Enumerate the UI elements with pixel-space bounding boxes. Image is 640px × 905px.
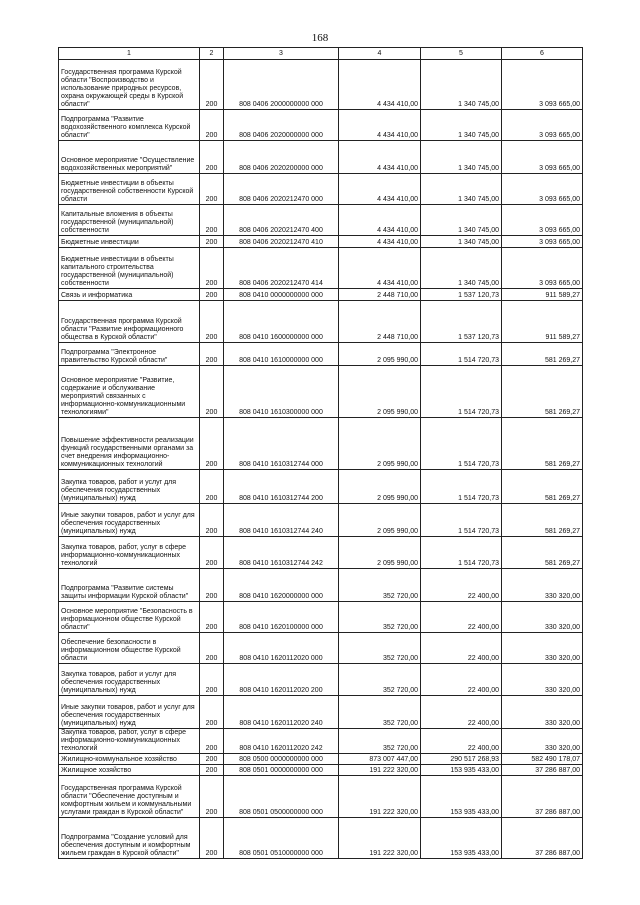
table-header-row (59, 48, 583, 60)
row-kbk: 808 0406 2020212470 400 (224, 205, 339, 236)
row-value-col5: 1 537 120,73 (421, 289, 502, 301)
row-code: 200 (200, 110, 224, 141)
row-kbk: 808 0410 1620112020 240 (224, 696, 339, 729)
row-code: 200 (200, 602, 224, 633)
table-row (59, 141, 583, 174)
row-code: 200 (200, 765, 224, 776)
row-name: Закупка товаров, работ, услуг в сфере информационно-коммуникационных технологий (59, 729, 200, 754)
row-code: 200 (200, 569, 224, 602)
column-header: 5 (421, 48, 502, 60)
row-code: 200 (200, 366, 224, 418)
table-row (59, 60, 583, 110)
row-code: 200 (200, 754, 224, 765)
table-row (59, 537, 583, 569)
table-row (59, 110, 583, 141)
row-value-col5: 1 514 720,73 (421, 418, 502, 470)
row-value-col4: 352 720,00 (339, 602, 421, 633)
row-value-col4: 2 095 990,00 (339, 418, 421, 470)
row-kbk: 808 0410 1610300000 000 (224, 366, 339, 418)
row-value-col4: 352 720,00 (339, 696, 421, 729)
row-value-col5: 153 935 433,00 (421, 818, 502, 859)
row-kbk: 808 0410 1610000000 000 (224, 343, 339, 366)
row-name: Подпрограмма "Электронное правительство Курской области" (59, 343, 200, 366)
row-name: Закупка товаров, работ и услуг для обеспечения государственных (муниципальных) нужд (59, 664, 200, 696)
column-header: 6 (502, 48, 583, 60)
row-value-col5: 1 537 120,73 (421, 301, 502, 343)
row-kbk: 808 0406 2020000000 000 (224, 110, 339, 141)
column-header: 2 (200, 48, 224, 60)
row-kbk: 808 0410 1610312744 240 (224, 504, 339, 537)
table-row (59, 818, 583, 859)
row-code: 200 (200, 537, 224, 569)
row-code: 200 (200, 343, 224, 366)
row-code: 200 (200, 504, 224, 537)
row-value-col5: 1 340 745,00 (421, 174, 502, 205)
row-value-col4: 2 448 710,00 (339, 301, 421, 343)
row-value-col6: 582 490 178,07 (502, 754, 583, 765)
row-value-col6: 330 320,00 (502, 664, 583, 696)
row-name: Иные закупки товаров, работ и услуг для обеспечения государственных (муниципальных) нужд (59, 504, 200, 537)
table-row (59, 301, 583, 343)
row-value-col5: 1 340 745,00 (421, 110, 502, 141)
row-name: Основное мероприятие "Осуществление водохозяйственных мероприятий" (59, 141, 200, 174)
row-value-col6: 3 093 665,00 (502, 110, 583, 141)
row-value-col4: 191 222 320,00 (339, 765, 421, 776)
row-code: 200 (200, 818, 224, 859)
row-value-col5: 22 400,00 (421, 664, 502, 696)
row-value-col5: 22 400,00 (421, 633, 502, 664)
row-value-col5: 153 935 433,00 (421, 776, 502, 818)
row-value-col4: 4 434 410,00 (339, 110, 421, 141)
row-code: 200 (200, 248, 224, 289)
table-body (59, 60, 583, 859)
row-value-col5: 22 400,00 (421, 696, 502, 729)
table-row (59, 174, 583, 205)
row-kbk: 808 0410 1620112020 000 (224, 633, 339, 664)
table-row (59, 729, 583, 754)
row-name: Государственная программа Курской области "Обеспечение доступным и комфортным жильем и коммунальными услугами граждан в Курской области" (59, 776, 200, 818)
table-row (59, 569, 583, 602)
row-kbk: 808 0500 0000000000 000 (224, 754, 339, 765)
column-header: 3 (224, 48, 339, 60)
row-name: Подпрограмма "Развитие системы защиты информации Курской области" (59, 569, 200, 602)
table-row (59, 343, 583, 366)
row-value-col4: 352 720,00 (339, 664, 421, 696)
table-row (59, 418, 583, 470)
row-value-col6: 581 269,27 (502, 504, 583, 537)
row-value-col4: 4 434 410,00 (339, 60, 421, 110)
row-value-col5: 153 935 433,00 (421, 765, 502, 776)
row-value-col6: 3 093 665,00 (502, 60, 583, 110)
table-row (59, 470, 583, 504)
row-value-col5: 1 514 720,73 (421, 537, 502, 569)
row-value-col4: 4 434 410,00 (339, 248, 421, 289)
row-value-col6: 330 320,00 (502, 633, 583, 664)
row-value-col4: 352 720,00 (339, 569, 421, 602)
row-kbk: 808 0501 0000000000 000 (224, 765, 339, 776)
row-name: Закупка товаров, работ, услуг в сфере информационно-коммуникационных технологий (59, 537, 200, 569)
row-value-col5: 22 400,00 (421, 602, 502, 633)
row-name: Обеспечение безопасности в информационном обществе Курской области (59, 633, 200, 664)
row-value-col4: 4 434 410,00 (339, 174, 421, 205)
row-value-col4: 2 095 990,00 (339, 366, 421, 418)
row-value-col5: 1 514 720,73 (421, 470, 502, 504)
row-name: Повышение эффективности реализации функций государственными органами за счет внедрения информационно-коммуникационных технологий (59, 418, 200, 470)
row-value-col6: 330 320,00 (502, 696, 583, 729)
row-value-col6: 37 286 887,00 (502, 818, 583, 859)
row-code: 200 (200, 776, 224, 818)
row-value-col4: 4 434 410,00 (339, 141, 421, 174)
row-name: Подпрограмма "Развитие водохозяйственного комплекса Курской области" (59, 110, 200, 141)
column-header: 1 (59, 48, 200, 60)
row-kbk: 808 0406 2020212470 000 (224, 174, 339, 205)
row-value-col5: 1 340 745,00 (421, 60, 502, 110)
row-kbk: 808 0406 2020212470 410 (224, 236, 339, 248)
row-name: Закупка товаров, работ и услуг для обеспечения государственных (муниципальных) нужд (59, 470, 200, 504)
row-name: Бюджетные инвестиции в объекты государственной собственности Курской области (59, 174, 200, 205)
row-kbk: 808 0410 1610312744 000 (224, 418, 339, 470)
row-value-col6: 581 269,27 (502, 470, 583, 504)
table-row (59, 205, 583, 236)
row-value-col6: 330 320,00 (502, 729, 583, 754)
row-value-col5: 1 514 720,73 (421, 343, 502, 366)
table-row (59, 754, 583, 765)
row-kbk: 808 0410 1620000000 000 (224, 569, 339, 602)
row-value-col4: 352 720,00 (339, 729, 421, 754)
row-value-col5: 1 514 720,73 (421, 366, 502, 418)
table-row (59, 236, 583, 248)
row-value-col6: 581 269,27 (502, 537, 583, 569)
row-value-col6: 330 320,00 (502, 569, 583, 602)
row-value-col4: 352 720,00 (339, 633, 421, 664)
row-value-col4: 2 095 990,00 (339, 343, 421, 366)
row-value-col4: 2 095 990,00 (339, 504, 421, 537)
table-row (59, 765, 583, 776)
row-kbk: 808 0410 1610312744 200 (224, 470, 339, 504)
page-number: 168 (311, 32, 329, 44)
table-row (59, 366, 583, 418)
row-code: 200 (200, 60, 224, 110)
row-value-col6: 581 269,27 (502, 418, 583, 470)
row-value-col4: 4 434 410,00 (339, 236, 421, 248)
column-header: 4 (339, 48, 421, 60)
row-value-col5: 22 400,00 (421, 569, 502, 602)
row-value-col4: 873 007 447,00 (339, 754, 421, 765)
row-value-col6: 581 269,27 (502, 343, 583, 366)
row-value-col6: 3 093 665,00 (502, 236, 583, 248)
row-kbk: 808 0406 2020212470 414 (224, 248, 339, 289)
row-value-col5: 1 340 745,00 (421, 236, 502, 248)
row-name: Основное мероприятие "Безопасность в информационном обществе Курской области" (59, 602, 200, 633)
row-name: Бюджетные инвестиции (59, 236, 200, 248)
table-row (59, 776, 583, 818)
row-name: Государственная программа Курской области "Воспроизводство и использование природных ресурсов, охрана окружающей среды в Курской области" (59, 60, 200, 110)
row-value-col4: 2 095 990,00 (339, 470, 421, 504)
row-code: 200 (200, 205, 224, 236)
row-value-col6: 3 093 665,00 (502, 248, 583, 289)
row-code: 200 (200, 141, 224, 174)
table-row (59, 602, 583, 633)
row-code: 200 (200, 289, 224, 301)
row-value-col6: 911 589,27 (502, 289, 583, 301)
row-code: 200 (200, 696, 224, 729)
row-kbk: 808 0406 2020200000 000 (224, 141, 339, 174)
row-value-col5: 22 400,00 (421, 729, 502, 754)
row-code: 200 (200, 470, 224, 504)
row-value-col5: 1 340 745,00 (421, 205, 502, 236)
row-value-col4: 2 095 990,00 (339, 537, 421, 569)
row-name: Связь и информатика (59, 289, 200, 301)
row-kbk: 808 0410 1600000000 000 (224, 301, 339, 343)
row-code: 200 (200, 301, 224, 343)
row-kbk: 808 0501 0500000000 000 (224, 776, 339, 818)
row-value-col6: 3 093 665,00 (502, 141, 583, 174)
row-value-col5: 1 340 745,00 (421, 141, 502, 174)
row-name: Государственная программа Курской области "Развитие информационного общества в Курской области" (59, 301, 200, 343)
table-row (59, 633, 583, 664)
table-row (59, 248, 583, 289)
row-value-col6: 911 589,27 (502, 301, 583, 343)
row-value-col5: 290 517 268,93 (421, 754, 502, 765)
row-kbk: 808 0410 1620112020 242 (224, 729, 339, 754)
row-name: Иные закупки товаров, работ и услуг для обеспечения государственных (муниципальных) нужд (59, 696, 200, 729)
row-kbk: 808 0501 0510000000 000 (224, 818, 339, 859)
row-value-col6: 330 320,00 (502, 602, 583, 633)
row-name: Жилищное хозяйство (59, 765, 200, 776)
row-kbk: 808 0406 2000000000 000 (224, 60, 339, 110)
row-value-col6: 581 269,27 (502, 366, 583, 418)
row-code: 200 (200, 729, 224, 754)
row-kbk: 808 0410 0000000000 000 (224, 289, 339, 301)
row-value-col6: 37 286 887,00 (502, 765, 583, 776)
row-value-col6: 3 093 665,00 (502, 205, 583, 236)
table-row (59, 289, 583, 301)
row-name: Бюджетные инвестиции в объекты капитального строительства государственной (муниципальной) собственности (59, 248, 200, 289)
row-name: Жилищно-коммунальное хозяйство (59, 754, 200, 765)
row-name: Капитальные вложения в объекты государственной (муниципальной) собственности (59, 205, 200, 236)
row-value-col4: 2 448 710,00 (339, 289, 421, 301)
row-kbk: 808 0410 1620112020 200 (224, 664, 339, 696)
table-row (59, 696, 583, 729)
row-value-col5: 1 340 745,00 (421, 248, 502, 289)
table-row (59, 664, 583, 696)
budget-table (58, 47, 583, 859)
row-value-col5: 1 514 720,73 (421, 504, 502, 537)
row-kbk: 808 0410 1610312744 242 (224, 537, 339, 569)
row-code: 200 (200, 418, 224, 470)
row-name: Основное мероприятие "Развитие, содержание и обслуживание мероприятий связанных с информационно-коммуникационными технологиями" (59, 366, 200, 418)
row-value-col6: 3 093 665,00 (502, 174, 583, 205)
table-row (59, 504, 583, 537)
row-kbk: 808 0410 1620100000 000 (224, 602, 339, 633)
row-name: Подпрограмма "Создание условий для обеспечения доступным и комфортным жильем граждан в Курской области" (59, 818, 200, 859)
row-code: 200 (200, 236, 224, 248)
row-code: 200 (200, 633, 224, 664)
row-value-col4: 191 222 320,00 (339, 776, 421, 818)
row-value-col6: 37 286 887,00 (502, 776, 583, 818)
row-value-col4: 4 434 410,00 (339, 205, 421, 236)
row-code: 200 (200, 174, 224, 205)
row-value-col4: 191 222 320,00 (339, 818, 421, 859)
row-code: 200 (200, 664, 224, 696)
